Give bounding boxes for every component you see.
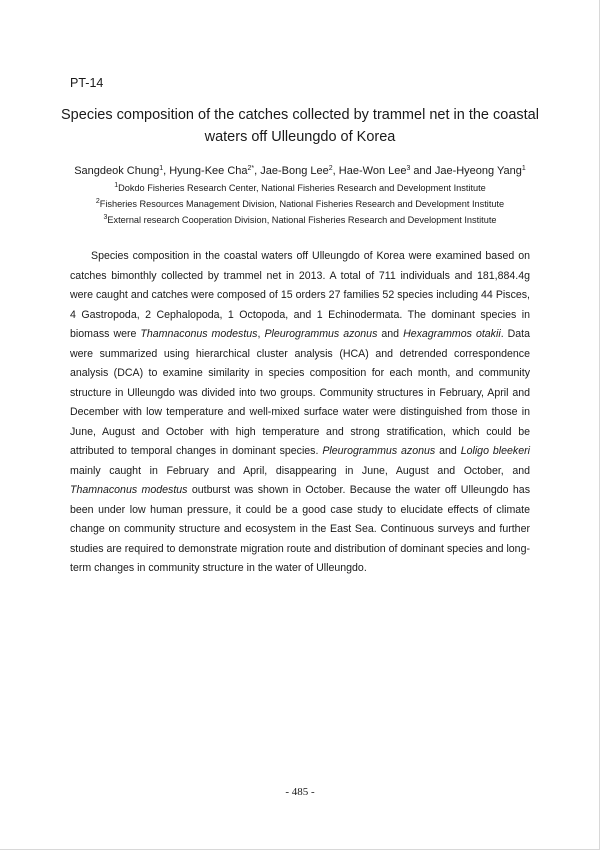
affiliation-1 xyxy=(40,181,560,196)
affiliation-mark: 2 xyxy=(95,198,100,205)
abstract-text: and xyxy=(435,445,461,457)
affiliation-text: External research Cooperation Division, National Fisheries Research and Development Institute xyxy=(107,215,497,225)
author-affiliation-mark: 2 xyxy=(328,165,333,172)
author-name: Hyung-Kee Cha xyxy=(169,165,248,177)
affiliation-2 xyxy=(40,197,560,212)
affiliation-text: Fisheries Resources Management Division, National Fisheries Research and Development Institute xyxy=(99,199,505,209)
abstract-text: . Data were summarized using hierarchical cluster analysis (HCA) and detrended correspondence analysis (DCA) to examine similarity in species composition for each month, and community structure in Ulleungdo was divided into two groups. Community structures in February, April and December with low temperature and well-mixed surface water were distinguished from those in June, August and October with high temperature and strong stratification, which could be attributed to temporal changes in dominant species. xyxy=(70,328,531,457)
affiliation-mark: 3 xyxy=(103,214,108,221)
author-separator: , xyxy=(254,165,261,177)
author-affiliation-mark: 1 xyxy=(159,165,164,172)
author-affiliation-mark: 2* xyxy=(247,165,255,172)
author-separator: , xyxy=(332,165,339,177)
author-separator: , xyxy=(163,165,170,177)
author-name: Jae-Bong Lee xyxy=(260,165,329,177)
affiliation-text: Dokdo Fisheries Research Center, National Fisheries Research and Development Institute xyxy=(118,183,486,193)
abstract-text: outburst was shown in October. Because the water off Ulleungdo has been under low human pressure, it could be a good case study to elucidate effects of climate change on community structure and ecosystem in the East Sea. Continuous surveys and further studies are required to demonstrate migration route and distribution of dominant species and long-term changes in community structure in the water of Ulleungdo. xyxy=(70,484,530,574)
affiliation-3 xyxy=(40,213,560,228)
species-name: Pleurogrammus azonus xyxy=(322,445,436,457)
abstract-text: , xyxy=(257,328,265,340)
species-name: Thamnaconus modestus xyxy=(70,484,188,496)
species-name: Pleurogrammus azonus xyxy=(264,328,378,340)
author-separator: and xyxy=(410,165,435,177)
author-name: Hae-Won Lee xyxy=(338,165,407,177)
species-name: Loligo bleekeri xyxy=(460,445,530,457)
abstract-text: Species composition in the coastal waters off Ulleungdo of Korea were examined based on catches bimonthly collected by trammel net in 2013. A total of 711 individuals and 181,884.4g were caught and catches were composed of 15 orders 27 families 52 species including 44 Pisces, 4 Gastropoda, 2 Cephalopoda, 1 Octopoda, and 1 Echinodermata. The dominant species in biomass were xyxy=(70,250,530,340)
author-name: Sangdeok Chung xyxy=(74,165,160,177)
page-number: - 485 - xyxy=(285,786,315,798)
paper-title: Species composition of the catches collected by trammel net in the coastal waters off Ulleungdo of Korea xyxy=(61,107,539,145)
poster-code: PT-14 xyxy=(70,76,104,90)
author-name: Jae-Hyeong Yang xyxy=(434,165,522,177)
author-affiliation-mark: 3 xyxy=(406,165,411,172)
affiliation-mark: 1 xyxy=(114,182,119,189)
abstract-text: and xyxy=(377,328,404,340)
species-name: Hexagrammos otakii xyxy=(403,328,501,340)
species-name: Thamnaconus modestus xyxy=(140,328,258,340)
abstract-paragraph xyxy=(70,247,530,579)
abstract-text: mainly caught in February and April, disappearing in June, August and October, and xyxy=(70,464,530,477)
author-affiliation-mark: 1 xyxy=(521,165,526,172)
author-list xyxy=(40,163,560,179)
